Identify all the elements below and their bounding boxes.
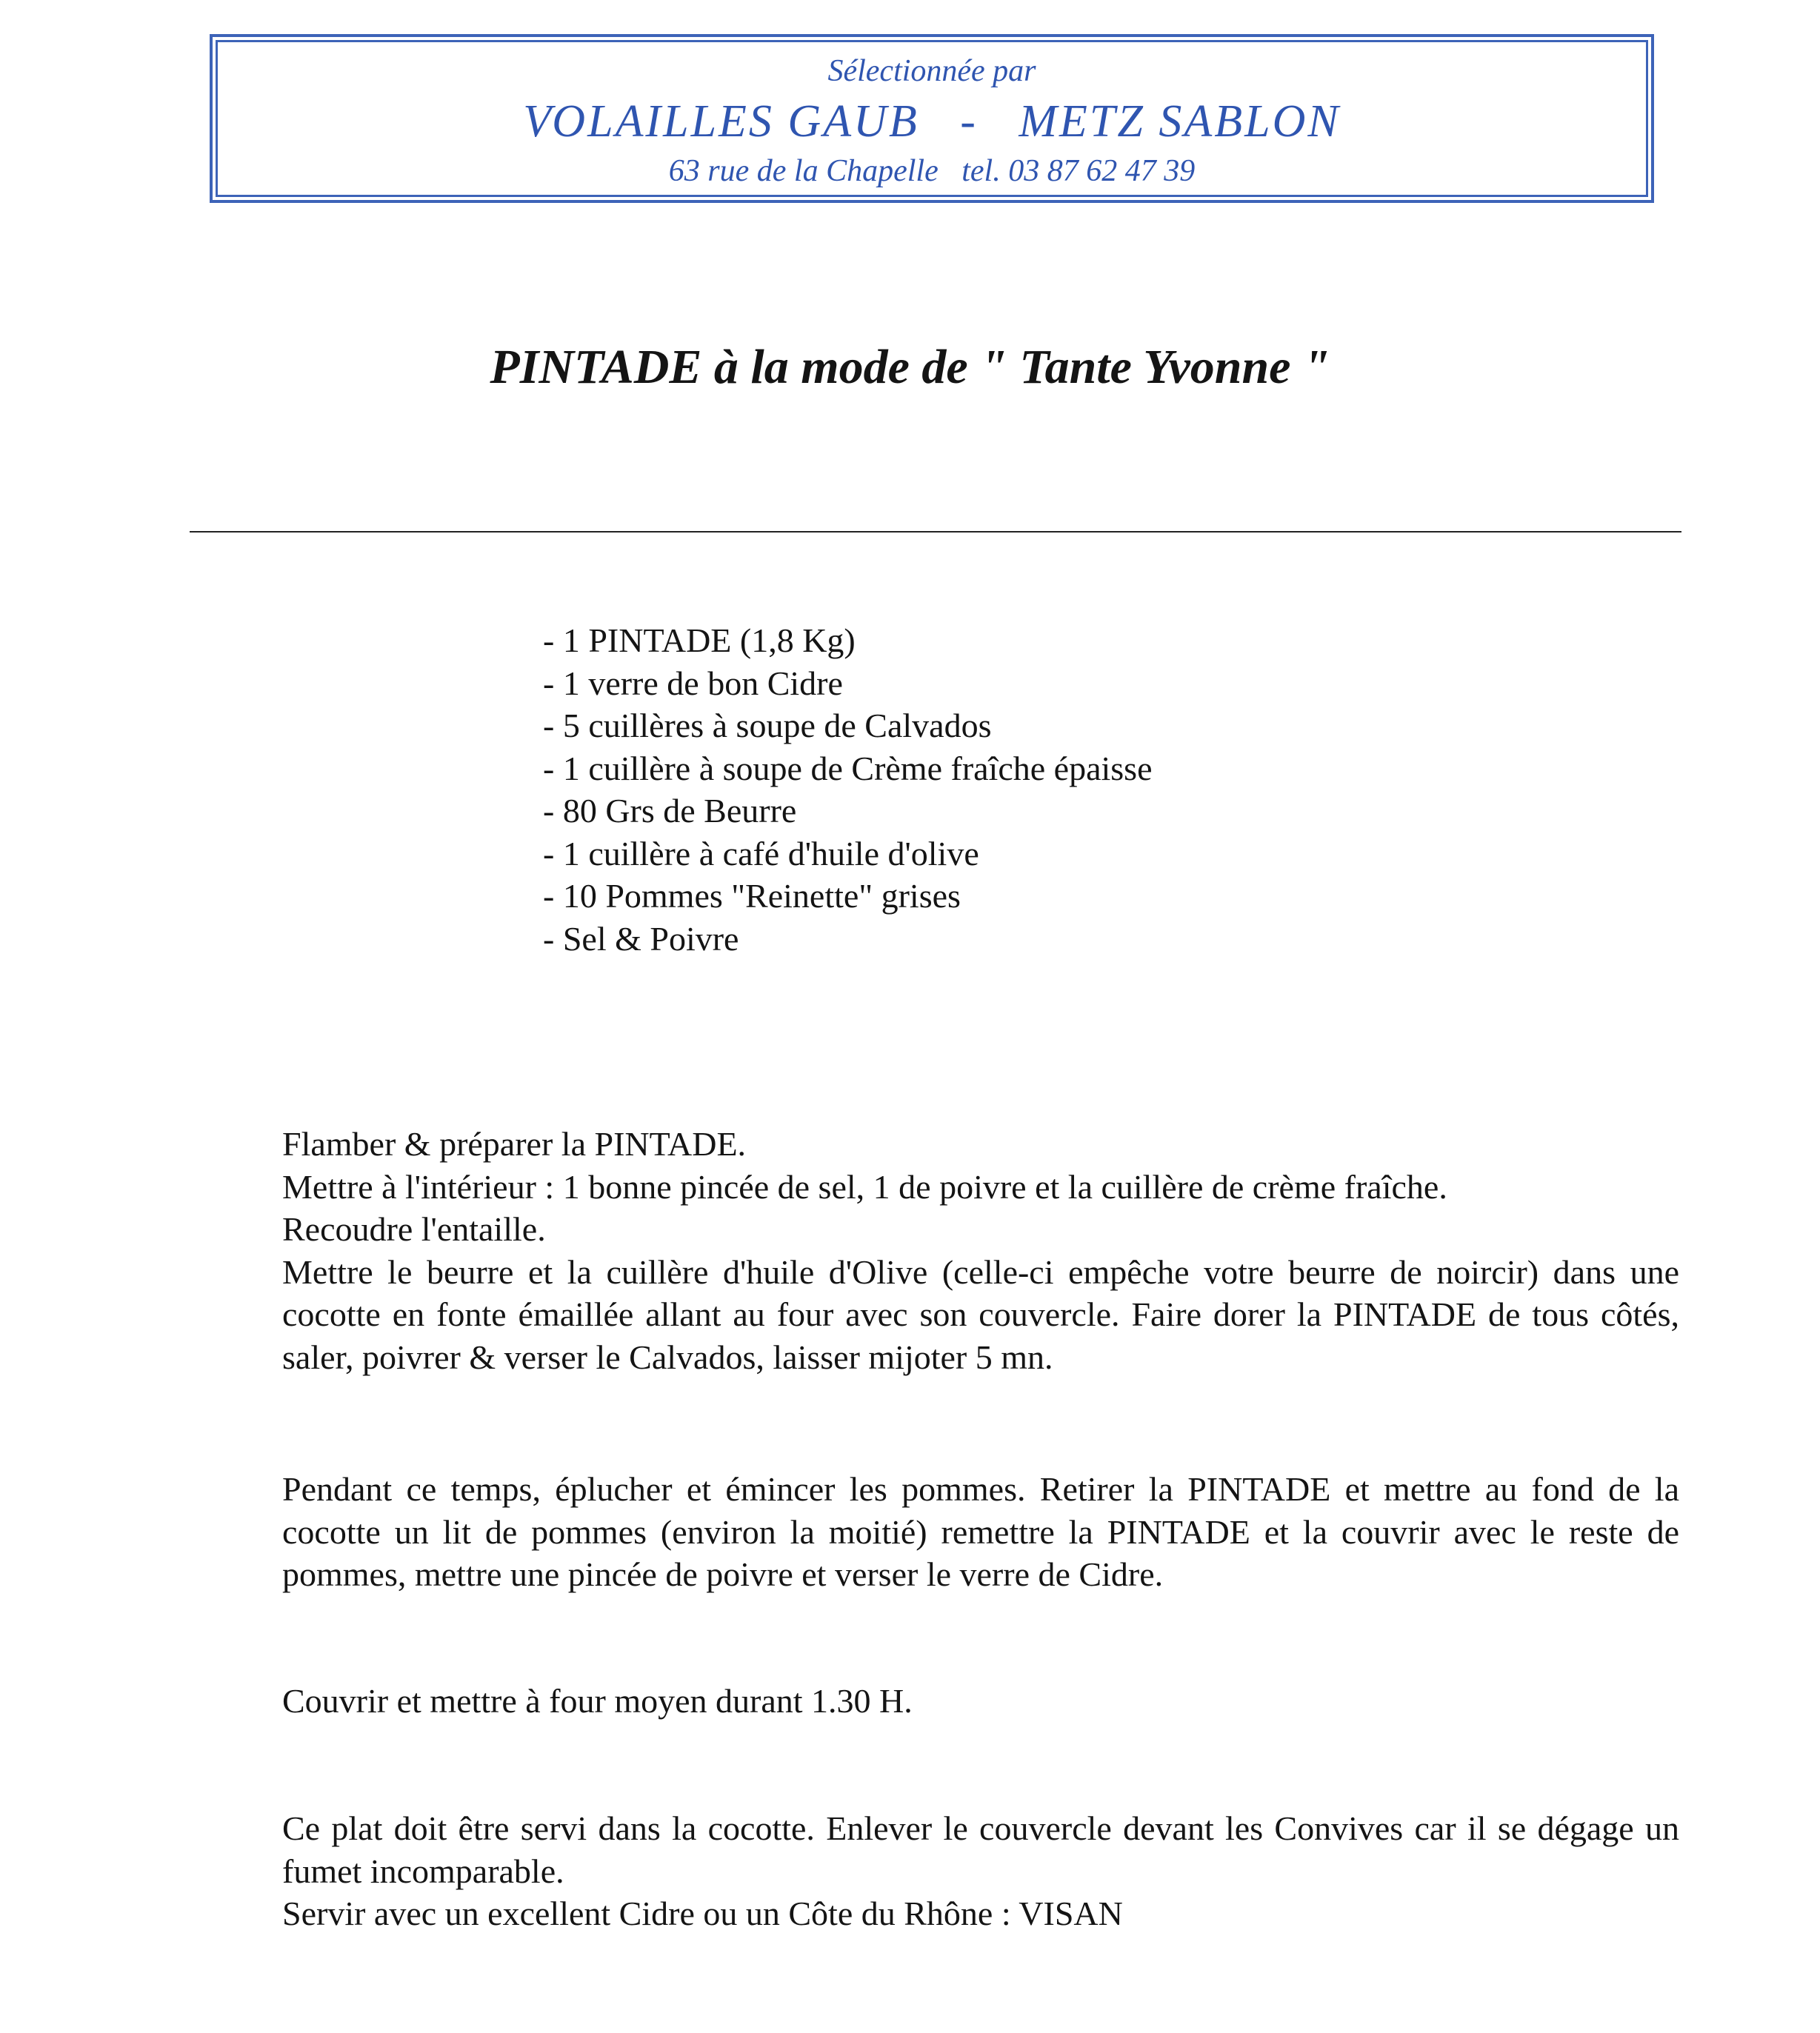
step-line: Servir avec un excellent Cidre ou un Côte du Rhône : VISAN <box>282 1895 1123 1932</box>
step-paragraph: Pendant ce temps, éplucher et émincer les pommes. Retirer la PINTADE et mettre au fond de la cocotte un lit de pommes (environ la moitié) remettre la PINTADE et la couvrir avec le reste de pommes, mettre une pincée de poivre et verser le verre de Cidre. <box>282 1470 1679 1593</box>
ingredient-item: - 10 Pommes "Reinette" grises <box>543 877 961 915</box>
step-block-3 <box>282 1680 1679 1723</box>
shop-name: VOLAILLES GAUB - METZ SABLON <box>523 96 1341 147</box>
step-line: Flamber & préparer la PINTADE. <box>282 1125 747 1163</box>
step-block-2 <box>282 1468 1679 1596</box>
supplier-header-box <box>210 34 1654 203</box>
ingredient-item: - Sel & Poivre <box>543 919 739 958</box>
title-divider <box>190 531 1681 533</box>
ingredient-item: - 5 cuillères à soupe de Calvados <box>543 707 992 744</box>
ingredient-item: - 80 Grs de Beurre <box>543 792 797 829</box>
step-paragraph: Mettre le beurre et la cuillère d'huile d'Olive (celle-ci empêche votre beurre de noircir) dans une cocotte en fonte émaillée allant au four avec son couvercle. Faire dorer la PINTADE de tous côtés, saler, poivrer & verser le Calvados, laisser mijoter 5 mn. <box>282 1252 1679 1376</box>
step-paragraph: Ce plat doit être servi dans la cocotte. Enlever le couvercle devant les Convives car il se dégage un fumet incomparable. <box>282 1809 1679 1890</box>
step-line: Recoudre l'entaille. <box>282 1210 546 1248</box>
ingredient-item: - 1 cuillère à café d'huile d'olive <box>543 834 979 872</box>
ingredient-item: - 1 verre de bon Cidre <box>543 664 843 702</box>
shop-address: 63 rue de la Chapelle tel. 03 87 62 47 39 <box>668 154 1196 188</box>
supplier-header-inner <box>216 40 1648 197</box>
ingredient-item: - 1 PINTADE (1,8 Kg) <box>543 621 856 659</box>
step-paragraph: Couvrir et mettre à four moyen durant 1.30 H. <box>282 1682 913 1720</box>
step-block-4 <box>282 1807 1679 1935</box>
ingredient-list <box>543 619 1153 960</box>
selected-by-text: Sélectionnée par <box>827 54 1036 88</box>
recipe-title: PINTADE à la mode de " Tante Yvonne " <box>490 340 1330 394</box>
ingredient-item: - 1 cuillère à soupe de Crème fraîche épaisse <box>543 749 1153 787</box>
step-block-1 <box>282 1123 1679 1378</box>
step-line: Mettre à l'intérieur : 1 bonne pincée de sel, 1 de poivre et la cuillère de crème fraîche. <box>282 1167 1447 1206</box>
